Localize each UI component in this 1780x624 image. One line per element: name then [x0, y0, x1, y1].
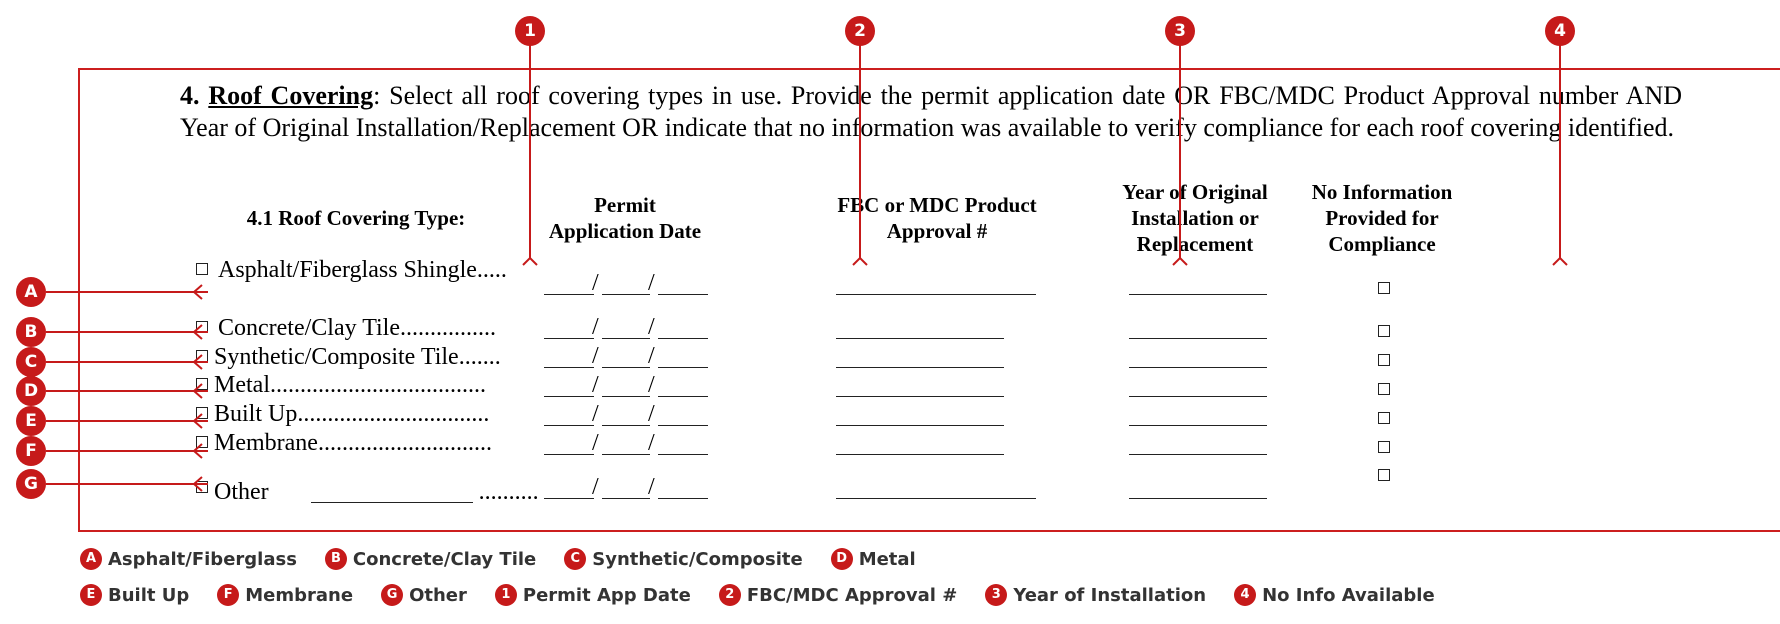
marker-f-badge: F: [16, 436, 46, 466]
legend-item: 4 No Info Available: [1234, 584, 1435, 606]
legend-item: B Concrete/Clay Tile: [325, 548, 536, 570]
row-membrane-label: Membrane.............................: [196, 429, 492, 457]
legend-item: G Other: [381, 584, 467, 606]
date-separator: /: [648, 372, 655, 398]
legend-item: C Synthetic/Composite: [564, 548, 802, 570]
row-synthetic-label: Synthetic/Composite Tile.......: [196, 343, 501, 371]
legend-row-2: [80, 584, 1463, 606]
legend-item: E Built Up: [80, 584, 189, 606]
date-separator: /: [592, 474, 599, 500]
marker-g-badge: G: [16, 469, 46, 499]
date-separator: /: [592, 372, 599, 398]
marker-c-badge: C: [16, 347, 46, 377]
column-header-approval: FBC or MDC Product Approval #: [837, 193, 1037, 243]
row-builtup-label: Built Up................................: [196, 400, 489, 428]
marker-3-badge: 3: [1165, 16, 1195, 46]
legend-item: 3 Year of Installation: [985, 584, 1206, 606]
marker-4-badge: 4: [1545, 16, 1575, 46]
legend-item: 1 Permit App Date: [495, 584, 691, 606]
row-concrete-label: Concrete/Clay Tile................: [196, 314, 496, 342]
marker-2-badge: 2: [845, 16, 875, 46]
date-separator: /: [648, 430, 655, 456]
marker-d-badge: D: [16, 376, 46, 406]
date-separator: /: [648, 474, 655, 500]
date-separator: /: [592, 401, 599, 427]
legend-item: A Asphalt/Fiberglass: [80, 548, 297, 570]
legend-item: F Membrane: [217, 584, 353, 606]
legend-row-1: [80, 548, 944, 570]
column-header-type: 4.1 Roof Covering Type:: [246, 206, 466, 230]
date-separator: /: [592, 270, 599, 296]
date-separator: /: [648, 401, 655, 427]
row-other-label: Other ..........: [196, 478, 539, 506]
date-separator: /: [648, 270, 655, 296]
section-instruction: : Select all roof covering types in use. Provide the permit application date OR FBC/MDC Product Approval number AND Year of Original Installation/Replacement OR indicate that no information was available to verify compliance for each roof covering identified.: [180, 81, 1683, 142]
date-separator: /: [592, 430, 599, 456]
marker-1-badge: 1: [515, 16, 545, 46]
section-number: 4.: [180, 81, 200, 110]
date-separator: /: [592, 343, 599, 369]
column-header-year: Year of Original Installation or Replacement: [1122, 180, 1268, 256]
marker-a-badge: A: [16, 277, 46, 307]
marker-e-badge: E: [16, 406, 46, 436]
marker-b-badge: B: [16, 317, 46, 347]
row-metal-label: Metal....................................: [196, 371, 486, 399]
date-separator: /: [648, 314, 655, 340]
date-separator: /: [648, 343, 655, 369]
column-header-permit: Permit Application Date: [548, 193, 702, 243]
legend-item: 2 FBC/MDC Approval #: [719, 584, 957, 606]
column-header-no-info: No Information Provided for Compliance: [1311, 180, 1453, 256]
date-separator: /: [592, 314, 599, 340]
row-asphalt-label: Asphalt/Fiberglass Shingle.....: [196, 256, 507, 284]
legend-item: D Metal: [831, 548, 916, 570]
section-title: Roof Covering: [208, 81, 374, 110]
